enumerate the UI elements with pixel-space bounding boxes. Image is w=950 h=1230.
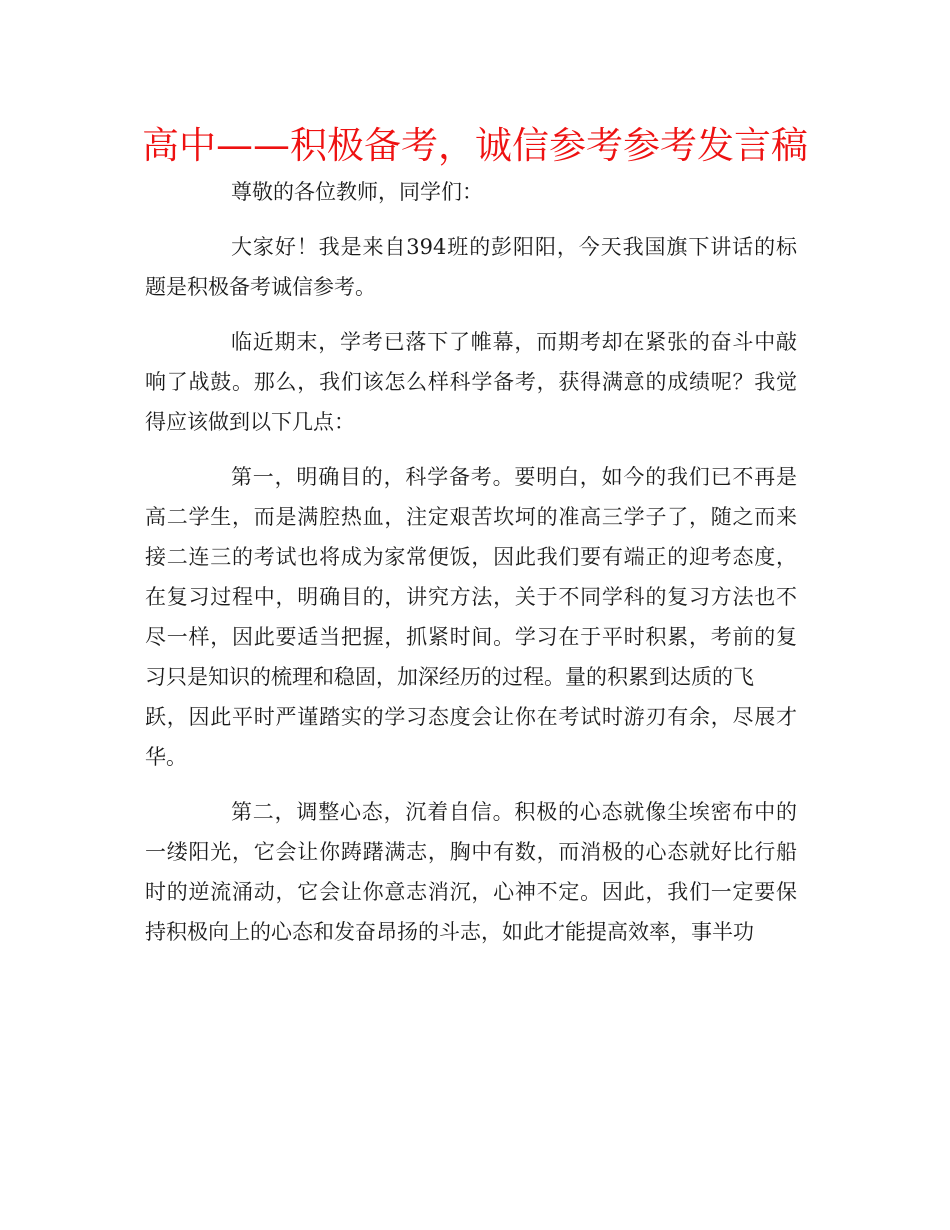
paragraph-gap <box>145 307 797 322</box>
paragraph-line: 临近期末，学考已落下了帷幕，而期考却在紧张的奋斗中敲 <box>231 330 797 354</box>
paragraph-line: 第一，明确目的，科学备考。要明白，如今的我们已不再是 <box>231 465 797 489</box>
paragraph-line: 华。 <box>145 745 187 769</box>
paragraph-line: 时的逆流涌动，它会让你意志消沉，心神不定。因此，我们一定要保 <box>145 880 797 904</box>
paragraph-line: 题是积极备考诚信参考。 <box>145 275 376 299</box>
paragraph-line: 尽一样，因此要适当把握，抓紧时间。学习在于平时积累，考前的复 <box>145 625 797 649</box>
paragraph-line: 跃，因此平时严谨踏实的学习态度会让你在考试时游刃有余，尽展才 <box>145 705 797 729</box>
paragraph-gap <box>145 442 797 457</box>
salutation-line: 尊敬的各位教师，同学们： <box>231 180 483 204</box>
paragraph-gap <box>145 777 797 792</box>
paragraph-line: 大家好！我是来自394班的彭阳阳，今天我国旗下讲话的标 <box>231 235 797 259</box>
document-body <box>145 172 797 952</box>
paragraph-line: 持积极向上的心态和发奋昂扬的斗志，如此才能提高效率，事半功 <box>145 920 754 944</box>
paragraph-line: 高二学生，而是满腔热血，注定艰苦坎坷的准高三学子了，随之而来 <box>145 505 797 529</box>
paragraph-line: 得应该做到以下几点： <box>145 410 355 434</box>
paragraph-line: 接二连三的考试也将成为家常便饭，因此我们要有端正的迎考态度， <box>145 545 797 569</box>
document-title: 高中——积极备考，诚信参考参考发言稿 <box>142 124 808 167</box>
paragraph-line: 一缕阳光，它会让你踌躇满志，胸中有数，而消极的心态就好比行船 <box>145 840 797 864</box>
paragraph-line: 习只是知识的梳理和稳固，加深经历的过程。量的积累到达质的飞 <box>145 665 754 689</box>
paragraph-line: 响了战鼓。那么，我们该怎么样科学备考，获得满意的成绩呢？我觉 <box>145 370 797 394</box>
paragraph-line: 在复习过程中，明确目的，讲究方法，关于不同学科的复习方法也不 <box>145 585 797 609</box>
paragraph-gap <box>145 212 797 227</box>
paragraph-line: 第二，调整心态，沉着自信。积极的心态就像尘埃密布中的 <box>231 800 797 824</box>
